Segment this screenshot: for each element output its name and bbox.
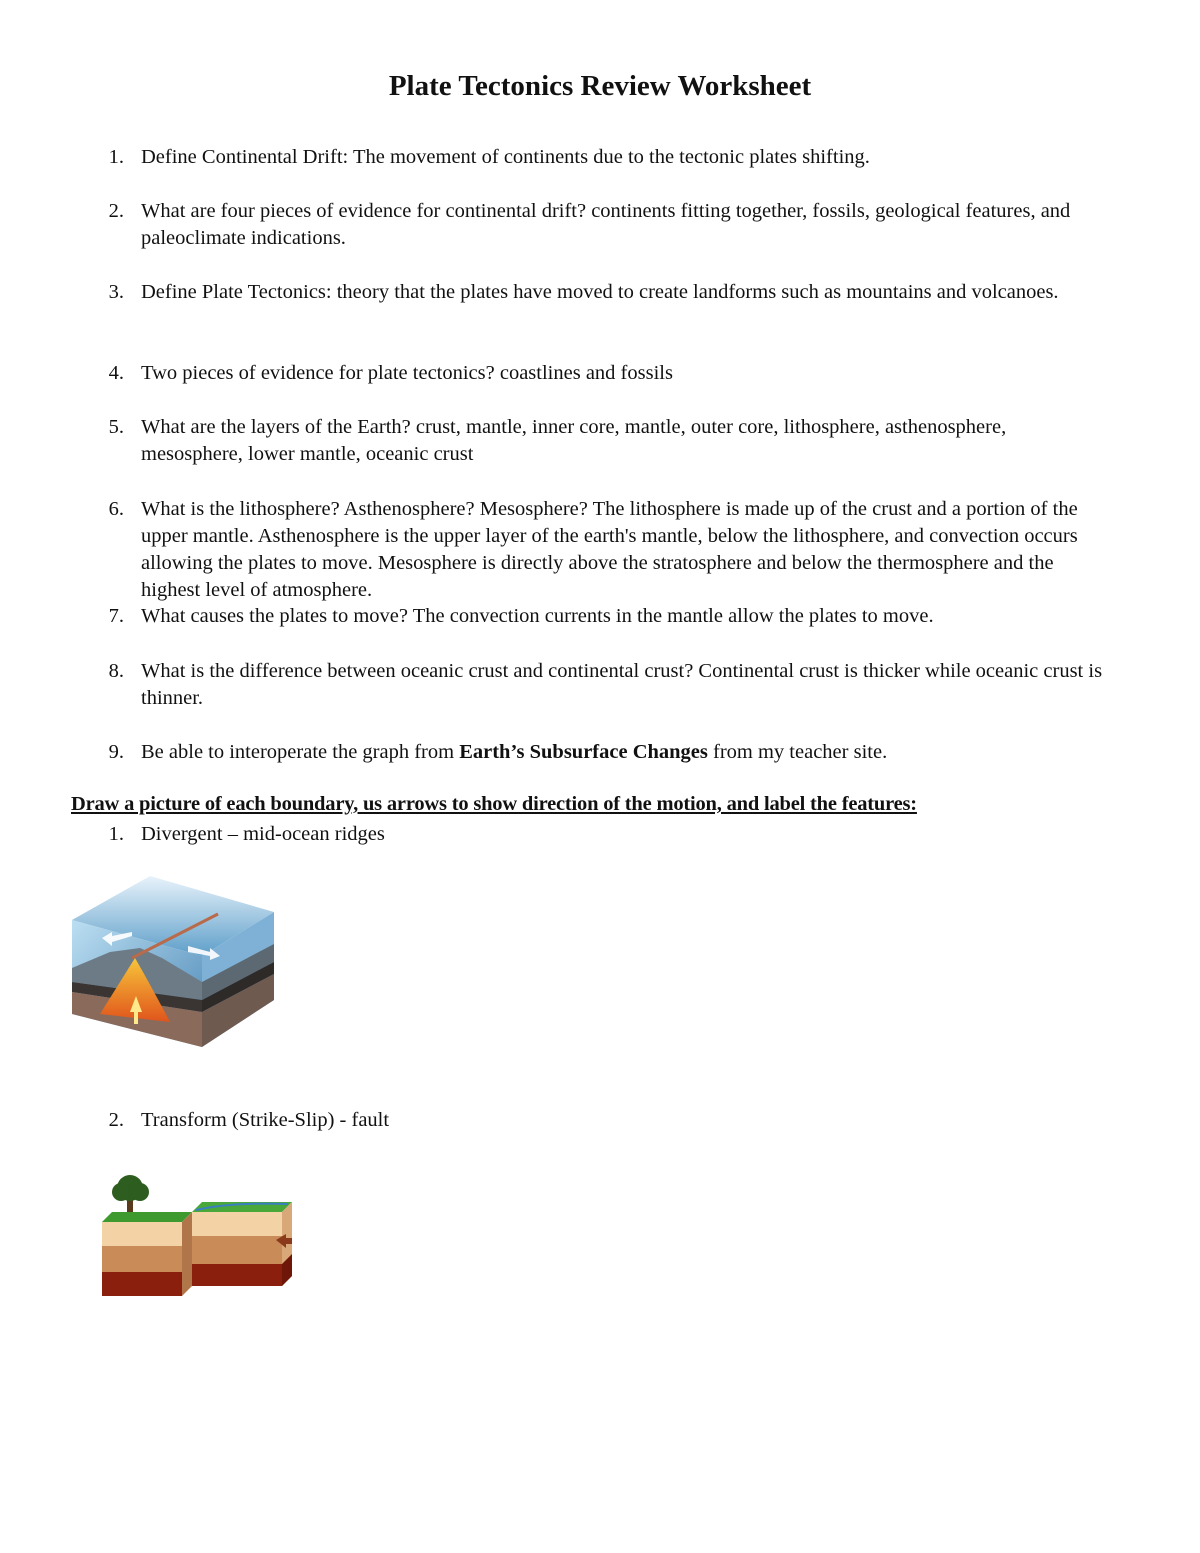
boundary-number: 2. [108,1109,124,1131]
boundary-number: 1. [108,823,124,845]
question-text: What is the lithosphere? Asthenosphere? Mesosphere? The lithosphere is made up of the crust and a portion of the upper mantle. Asthenosphere is the upper layer of the earth's mantle, below the lithosphere, and convection occurs allowing the plates to move. Mesosphere is directly above the stratosphere and below the thermosphere and the highest level of atmosphere. [141,498,1078,601]
question-number: 7. [108,605,124,627]
question-number: 1. [108,146,124,168]
divergent-boundary-diagram [70,872,276,1050]
page-title: Plate Tectonics Review Worksheet [388,70,812,102]
question-text: What causes the plates to move? The convection currents in the mantle allow the plates to move. [141,605,934,627]
transform-boundary-diagram [100,1168,296,1300]
boundary-label: Transform (Strike-Slip) - fault [141,1109,390,1131]
divergent-boundary-illustration [70,872,276,1050]
question-text [141,739,1106,766]
question-text: What are four pieces of evidence for continental drift? continents fitting together, fossils, geological features, and paleoclimate indications. [141,200,1071,249]
question-number: 5. [108,416,124,438]
question-number: 8. [108,660,124,682]
boundaries-heading: Draw a picture of each boundary, us arrows to show direction of the motion, and label the features: [71,793,917,815]
question-number: 3. [108,281,124,303]
question-number: 4. [108,362,124,384]
question-number: 6. [108,498,124,520]
boundary-label: Divergent – mid-ocean ridges [141,823,385,845]
question-text: Two pieces of evidence for plate tectonics? coastlines and fossils [141,362,673,384]
question-text-after: from my teacher site. [707,741,888,763]
question-text-before: Be able to interoperate the graph from [141,741,460,763]
question-text: What are the layers of the Earth? crust, mantle, inner core, mantle, outer core, lithosphere, asthenosphere, mesosphere, lower mantle, oceanic crust [141,416,1007,465]
question-text: What is the difference between oceanic crust and continental crust? Continental crust is thicker while oceanic crust is thinner. [141,660,1103,709]
question-text: Define Continental Drift: The movement of continents due to the tectonic plates shifting. [141,146,870,168]
question-number: 2. [108,200,124,222]
question-number: 9. [108,741,124,763]
graph-title: Earth’s Subsurface Changes [459,741,708,763]
question-text: Define Plate Tectonics: theory that the plates have moved to create landforms such as mountains and volcanoes. [141,281,1059,303]
transform-boundary-illustration [100,1168,296,1300]
